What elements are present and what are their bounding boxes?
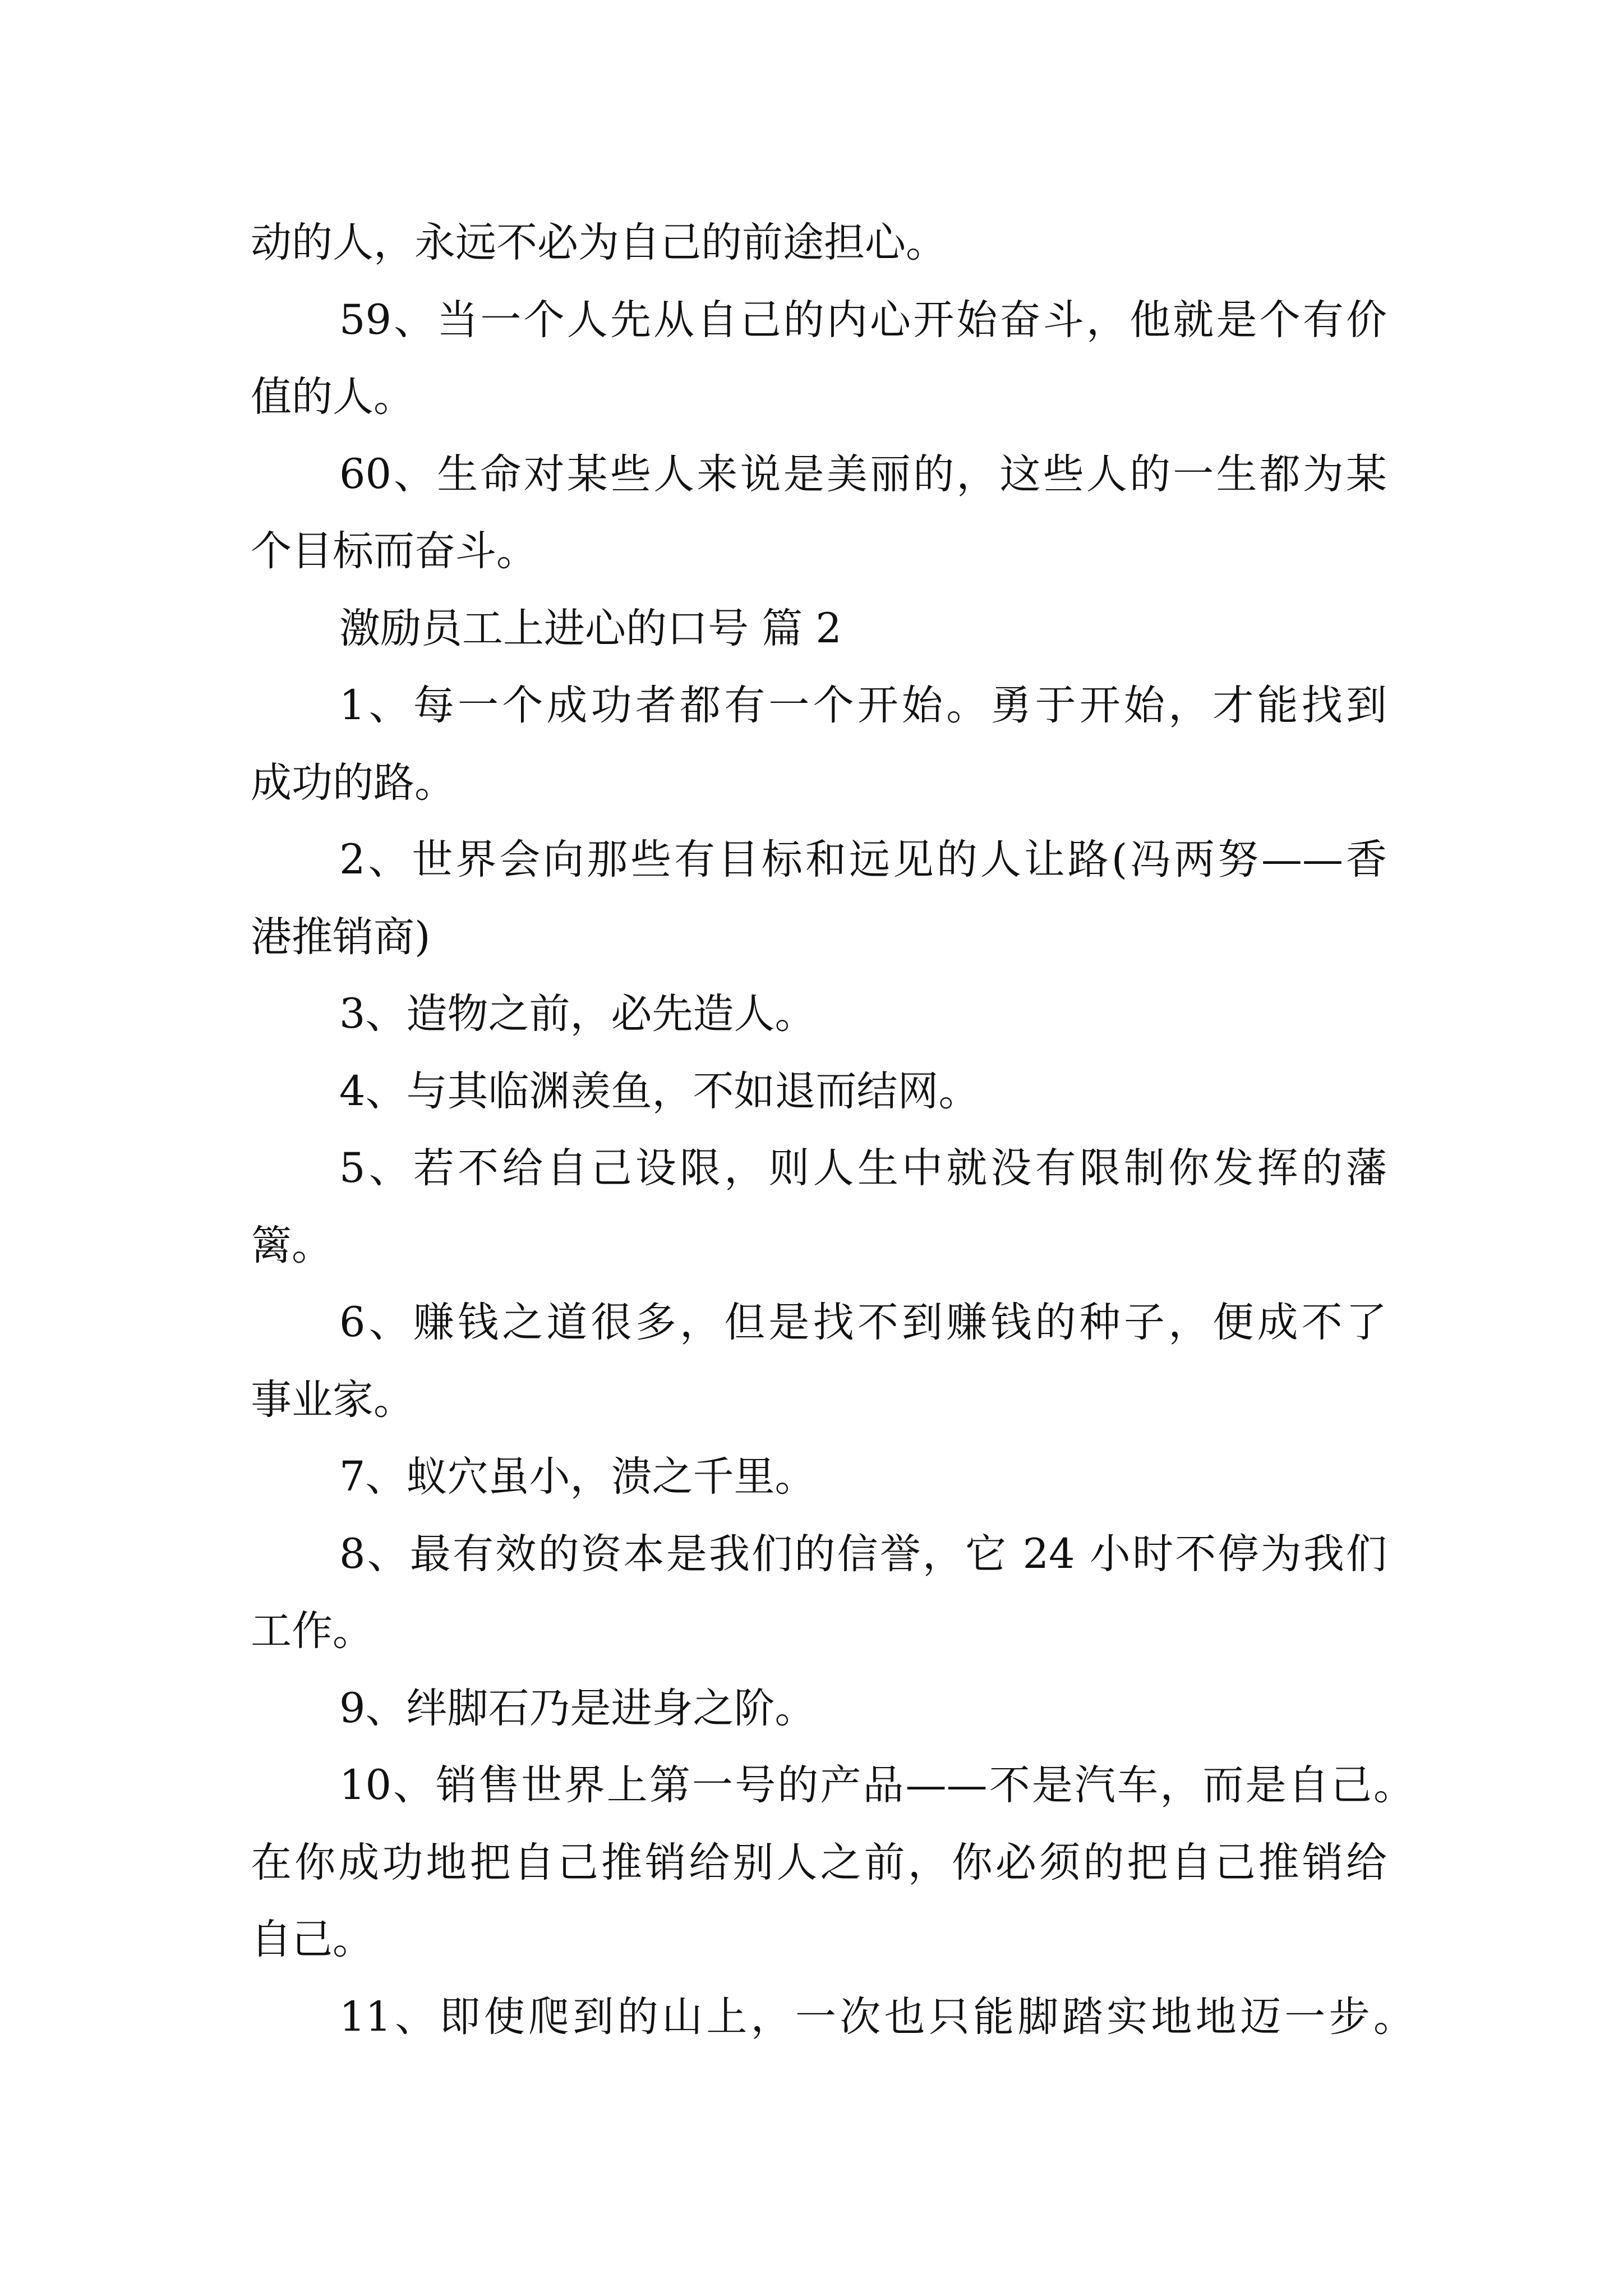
paragraph-line: 自己。 — [251, 1916, 374, 1963]
paragraph — [251, 1053, 1387, 1130]
paragraph — [251, 1130, 1387, 1284]
paragraph-line: 值的人。 — [251, 373, 414, 421]
paragraph-line: 成功的路。 — [251, 758, 455, 807]
paragraph-line: 工作。 — [251, 1607, 374, 1655]
section-heading: 激励员工上进心的口号 篇 2 — [339, 604, 842, 652]
paragraph-line: 篱。 — [251, 1221, 333, 1269]
paragraph-line: 60、生命对某些人来说是美丽的，这些人的一生都为某 — [339, 450, 1387, 498]
paragraph-line: 个目标而奋斗。 — [251, 527, 537, 575]
paragraph-line: 港推销商) — [251, 913, 431, 961]
paragraph-line: 59、当一个人先从自己的内心开始奋斗，他就是个有价 — [339, 296, 1387, 344]
paragraph-line: 4、与其临渊羡鱼，不如退而结网。 — [339, 1067, 980, 1115]
paragraph — [251, 976, 1387, 1053]
paragraph-line: 3、造物之前，必先造人。 — [339, 990, 816, 1038]
paragraph-line: 11、即使爬到的山上，一次也只能脚踏实地地迈一步。 — [339, 1993, 1414, 2041]
paragraph — [251, 1670, 1387, 1747]
paragraph — [251, 282, 1387, 436]
paragraph-line: 10、销售世界上第一号的产品——不是汽车，而是自己。 — [339, 1761, 1414, 1809]
paragraph — [251, 436, 1387, 590]
paragraph — [251, 1978, 1414, 2056]
paragraph-line: 9、绊脚石乃是进身之阶。 — [339, 1684, 816, 1732]
paragraph-line: 7、蚁穴虽小，溃之千里。 — [339, 1453, 816, 1501]
paragraph — [251, 204, 1387, 282]
paragraph-line: 6、赚钱之道很多，但是找不到赚钱的种子，便成不了 — [339, 1299, 1387, 1346]
paragraph — [251, 821, 1387, 976]
paragraph-line: 8、最有效的资本是我们的信誉，它 24 小时不停为我们 — [339, 1530, 1387, 1578]
paragraph-line: 5、若不给自己设限，则人生中就没有限制你发挥的藩 — [339, 1144, 1387, 1192]
paragraph-line: 动的人，永远不必为自己的前途担心。 — [251, 219, 947, 266]
paragraph — [251, 1516, 1387, 1670]
paragraph — [251, 1438, 1387, 1516]
paragraph — [251, 1284, 1387, 1438]
paragraph-line: 1、每一个成功者都有一个开始。勇于开始，才能找到 — [339, 682, 1387, 729]
paragraph-line: 事业家。 — [251, 1375, 414, 1424]
section-heading-wrap — [251, 590, 1387, 668]
paragraph-line: 2、世界会向那些有目标和远见的人让路(冯两努——香 — [339, 836, 1387, 884]
paragraph-line: 在你成功地把自己推销给别人之前，你必须的把自己推销给 — [251, 1838, 1387, 1887]
paragraph — [251, 667, 1387, 821]
document-body — [251, 204, 1414, 2055]
paragraph — [251, 1747, 1414, 1978]
